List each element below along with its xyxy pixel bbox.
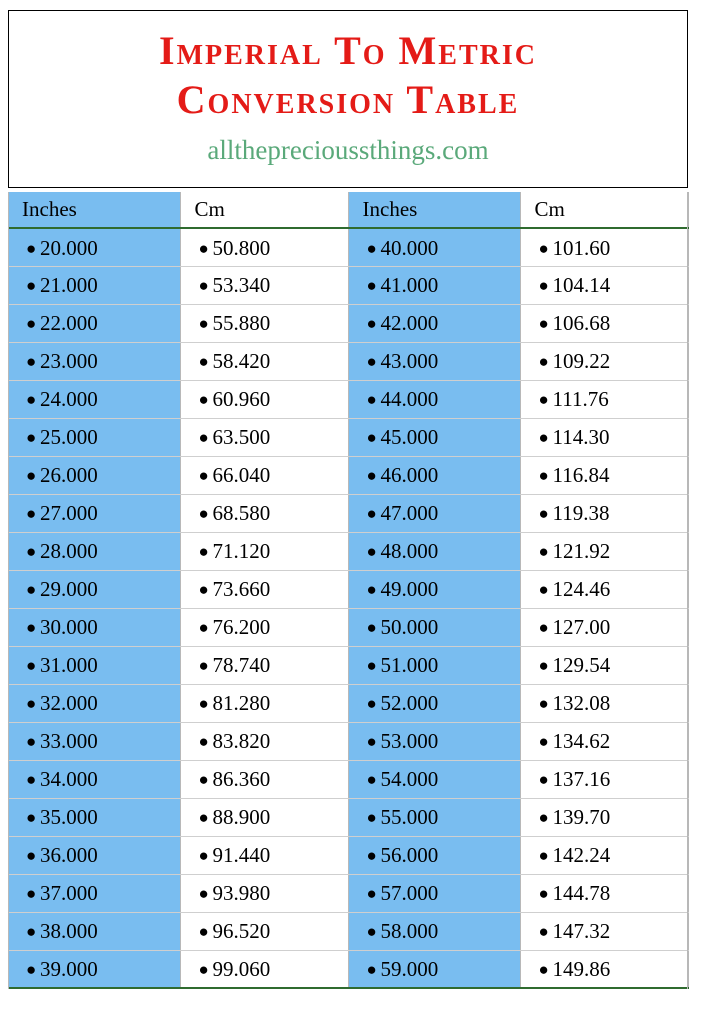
- table-row: [8, 266, 688, 304]
- cell-value: 48.000: [380, 539, 439, 564]
- table-row: [8, 912, 688, 950]
- cell-value: 106.68: [552, 311, 611, 336]
- cell-value: 57.000: [380, 881, 439, 906]
- column-header-cm-1: Cm: [180, 192, 348, 228]
- cell-value: 47.000: [380, 501, 439, 526]
- bullet-icon: ●: [26, 238, 37, 258]
- table-cell: [348, 380, 520, 418]
- table-cell: [348, 494, 520, 532]
- bullet-icon: ●: [26, 770, 37, 790]
- bullet-icon: ●: [366, 846, 377, 866]
- table-cell: [520, 760, 688, 798]
- cell-value: 41.000: [380, 273, 439, 298]
- bullet-icon: ●: [198, 732, 209, 752]
- cell-value: 21.000: [40, 273, 98, 298]
- table-header: [8, 192, 688, 228]
- bullet-icon: ●: [198, 884, 209, 904]
- cell-value: 144.78: [552, 881, 611, 906]
- table-row: [8, 304, 688, 342]
- table-cell: [520, 684, 688, 722]
- cell-value: 28.000: [40, 539, 98, 564]
- table-row: [8, 722, 688, 760]
- bullet-icon: ●: [538, 504, 549, 524]
- cell-value: 51.000: [380, 653, 439, 678]
- cell-value: 59.000: [380, 957, 439, 982]
- table-row: [8, 342, 688, 380]
- bullet-icon: ●: [366, 314, 377, 334]
- bullet-icon: ●: [198, 542, 209, 562]
- cell-value: 142.24: [552, 843, 611, 868]
- cell-value: 58.000: [380, 919, 439, 944]
- bullet-icon: ●: [26, 846, 37, 866]
- table-row: [8, 532, 688, 570]
- cell-value: 129.54: [552, 653, 611, 678]
- table-cell: [8, 266, 180, 304]
- bullet-icon: ●: [26, 390, 37, 410]
- cell-value: 132.08: [552, 691, 611, 716]
- bullet-icon: ●: [538, 732, 549, 752]
- cell-value: 81.280: [212, 691, 271, 716]
- bullet-icon: ●: [366, 466, 377, 486]
- cell-value: 134.62: [552, 729, 611, 754]
- table-cell: [520, 722, 688, 760]
- table-cell: [8, 304, 180, 342]
- cell-value: 60.960: [212, 387, 271, 412]
- conversion-table: [8, 192, 689, 989]
- bullet-icon: ●: [538, 808, 549, 828]
- bullet-icon: ●: [538, 656, 549, 676]
- bullet-icon: ●: [198, 352, 209, 372]
- cell-value: 121.92: [552, 539, 611, 564]
- table-cell: [8, 570, 180, 608]
- bullet-icon: ●: [538, 694, 549, 714]
- column-header-inches-2: Inches: [348, 192, 520, 228]
- bullet-icon: ●: [366, 276, 377, 296]
- bullet-icon: ●: [198, 504, 209, 524]
- table-cell: [520, 836, 688, 874]
- bullet-icon: ●: [26, 542, 37, 562]
- table-cell: [180, 380, 348, 418]
- table-cell: [8, 646, 180, 684]
- bullet-icon: ●: [198, 238, 209, 258]
- table-cell: [348, 912, 520, 950]
- bullet-icon: ●: [26, 504, 37, 524]
- cell-value: 54.000: [380, 767, 439, 792]
- cell-value: 119.38: [552, 501, 610, 526]
- table-cell: [520, 646, 688, 684]
- bullet-icon: ●: [538, 960, 549, 980]
- table-cell: [8, 874, 180, 912]
- cell-value: 37.000: [40, 881, 98, 906]
- table-cell: [520, 228, 688, 266]
- cell-value: 55.000: [380, 805, 439, 830]
- bullet-icon: ●: [538, 390, 549, 410]
- cell-value: 63.500: [212, 425, 271, 450]
- bullet-icon: ●: [538, 428, 549, 448]
- cell-value: 29.000: [40, 577, 98, 602]
- cell-value: 109.22: [552, 349, 611, 374]
- table-cell: [8, 608, 180, 646]
- bullet-icon: ●: [198, 580, 209, 600]
- cell-value: 73.660: [212, 577, 271, 602]
- cell-value: 38.000: [40, 919, 98, 944]
- table-row: [8, 798, 688, 836]
- bullet-icon: ●: [538, 238, 549, 258]
- table-cell: [520, 532, 688, 570]
- table-cell: [520, 608, 688, 646]
- bullet-icon: ●: [198, 618, 209, 638]
- table-cell: [180, 646, 348, 684]
- table-cell: [520, 570, 688, 608]
- table-cell: [180, 836, 348, 874]
- table-row: [8, 608, 688, 646]
- bullet-icon: ●: [366, 390, 377, 410]
- bullet-icon: ●: [538, 846, 549, 866]
- column-header-inches-1: Inches: [8, 192, 180, 228]
- cell-value: 49.000: [380, 577, 439, 602]
- bullet-icon: ●: [26, 314, 37, 334]
- cell-value: 96.520: [212, 919, 271, 944]
- table-row: [8, 494, 688, 532]
- table-cell: [8, 494, 180, 532]
- bullet-icon: ●: [26, 466, 37, 486]
- bullet-icon: ●: [198, 314, 209, 334]
- bullet-icon: ●: [366, 960, 377, 980]
- bullet-icon: ●: [366, 504, 377, 524]
- bullet-icon: ●: [538, 618, 549, 638]
- cell-value: 30.000: [40, 615, 98, 640]
- table-cell: [520, 456, 688, 494]
- cell-value: 53.000: [380, 729, 439, 754]
- cell-value: 111.76: [552, 387, 609, 412]
- cell-value: 149.86: [552, 957, 611, 982]
- bullet-icon: ●: [198, 960, 209, 980]
- cell-value: 114.30: [552, 425, 610, 450]
- cell-value: 53.340: [212, 273, 271, 298]
- table-cell: [8, 228, 180, 266]
- table-row: [8, 570, 688, 608]
- bullet-icon: ●: [198, 390, 209, 410]
- table-cell: [8, 760, 180, 798]
- table-cell: [180, 798, 348, 836]
- table-cell: [348, 684, 520, 722]
- table-cell: [180, 760, 348, 798]
- table-cell: [180, 608, 348, 646]
- table-cell: [180, 684, 348, 722]
- bullet-icon: ●: [26, 694, 37, 714]
- page-title-line-1: Imperial To Metric: [159, 28, 537, 73]
- cell-value: 50.800: [212, 235, 271, 260]
- cell-value: 31.000: [40, 653, 98, 678]
- cell-value: 127.00: [552, 615, 611, 640]
- table-cell: [348, 646, 520, 684]
- title-card: [8, 10, 688, 188]
- table-cell: [8, 342, 180, 380]
- table-cell: [348, 570, 520, 608]
- cell-value: 42.000: [380, 311, 439, 336]
- table-cell: [180, 266, 348, 304]
- table-row: [8, 646, 688, 684]
- cell-value: 26.000: [40, 463, 98, 488]
- cell-value: 35.000: [40, 805, 98, 830]
- bullet-icon: ●: [26, 428, 37, 448]
- bullet-icon: ●: [26, 580, 37, 600]
- table-cell: [8, 418, 180, 456]
- bullet-icon: ●: [198, 846, 209, 866]
- table-cell: [348, 266, 520, 304]
- bullet-icon: ●: [538, 542, 549, 562]
- table-cell: [8, 912, 180, 950]
- table-cell: [520, 304, 688, 342]
- table-cell: [8, 722, 180, 760]
- bullet-icon: ●: [26, 808, 37, 828]
- table-cell: [180, 304, 348, 342]
- bullet-icon: ●: [366, 922, 377, 942]
- cell-value: 88.900: [212, 805, 271, 830]
- cell-value: 91.440: [212, 843, 271, 868]
- bullet-icon: ●: [26, 922, 37, 942]
- table-cell: [520, 266, 688, 304]
- table-cell: [520, 494, 688, 532]
- bullet-icon: ●: [26, 276, 37, 296]
- table-cell: [180, 874, 348, 912]
- bullet-icon: ●: [538, 352, 549, 372]
- table-cell: [520, 874, 688, 912]
- cell-value: 20.000: [40, 235, 98, 260]
- table-cell: [8, 798, 180, 836]
- column-header-cm-2: Cm: [520, 192, 688, 228]
- cell-value: 43.000: [380, 349, 439, 374]
- table-cell: [8, 380, 180, 418]
- cell-value: 78.740: [212, 653, 271, 678]
- cell-value: 68.580: [212, 501, 271, 526]
- cell-value: 124.46: [552, 577, 611, 602]
- table-cell: [348, 722, 520, 760]
- table-row: [8, 228, 688, 266]
- bullet-icon: ●: [366, 808, 377, 828]
- cell-value: 71.120: [212, 539, 271, 564]
- conversion-table-container: [8, 192, 688, 989]
- cell-value: 39.000: [40, 957, 98, 982]
- bullet-icon: ●: [198, 466, 209, 486]
- cell-value: 34.000: [40, 767, 98, 792]
- bullet-icon: ●: [26, 656, 37, 676]
- bullet-icon: ●: [198, 428, 209, 448]
- bullet-icon: ●: [198, 656, 209, 676]
- table-cell: [520, 912, 688, 950]
- table-cell: [180, 456, 348, 494]
- cell-value: 46.000: [380, 463, 439, 488]
- bullet-icon: ●: [26, 884, 37, 904]
- cell-value: 22.000: [40, 311, 98, 336]
- table-cell: [8, 456, 180, 494]
- cell-value: 66.040: [212, 463, 271, 488]
- cell-value: 104.14: [552, 273, 611, 298]
- bullet-icon: ●: [198, 808, 209, 828]
- table-cell: [520, 380, 688, 418]
- cell-value: 76.200: [212, 615, 271, 640]
- bullet-icon: ●: [198, 922, 209, 942]
- table-cell: [180, 912, 348, 950]
- bullet-icon: ●: [26, 732, 37, 752]
- bullet-icon: ●: [366, 884, 377, 904]
- bullet-icon: ●: [538, 884, 549, 904]
- bullet-icon: ●: [366, 694, 377, 714]
- cell-value: 23.000: [40, 349, 98, 374]
- table-cell: [348, 532, 520, 570]
- table-cell: [180, 228, 348, 266]
- table-cell: [180, 342, 348, 380]
- table-row: [8, 456, 688, 494]
- table-cell: [180, 722, 348, 760]
- cell-value: 137.16: [552, 767, 611, 792]
- table-cell: [520, 798, 688, 836]
- bullet-icon: ●: [366, 238, 377, 258]
- table-cell: [520, 950, 688, 988]
- bullet-icon: ●: [366, 732, 377, 752]
- cell-value: 58.420: [212, 349, 271, 374]
- cell-value: 24.000: [40, 387, 98, 412]
- cell-value: 25.000: [40, 425, 98, 450]
- table-header-row: [8, 192, 688, 228]
- bullet-icon: ●: [366, 770, 377, 790]
- bullet-icon: ●: [538, 466, 549, 486]
- cell-value: 116.84: [552, 463, 610, 488]
- cell-value: 93.980: [212, 881, 271, 906]
- bullet-icon: ●: [26, 352, 37, 372]
- table-cell: [348, 608, 520, 646]
- table-row: [8, 836, 688, 874]
- cell-value: 139.70: [552, 805, 611, 830]
- table-cell: [348, 874, 520, 912]
- bullet-icon: ●: [366, 542, 377, 562]
- table-cell: [348, 342, 520, 380]
- page-title-line-2: Conversion Table: [176, 76, 520, 122]
- cell-value: 45.000: [380, 425, 439, 450]
- bullet-icon: ●: [538, 770, 549, 790]
- cell-value: 44.000: [380, 387, 439, 412]
- cell-value: 86.360: [212, 767, 271, 792]
- table-cell: [348, 456, 520, 494]
- table-cell: [180, 950, 348, 988]
- table-row: [8, 380, 688, 418]
- bullet-icon: ●: [366, 352, 377, 372]
- table-row: [8, 760, 688, 798]
- table-cell: [180, 532, 348, 570]
- bullet-icon: ●: [198, 770, 209, 790]
- cell-value: 99.060: [212, 957, 271, 982]
- bullet-icon: ●: [366, 656, 377, 676]
- cell-value: 36.000: [40, 843, 98, 868]
- cell-value: 32.000: [40, 691, 98, 716]
- watermark-text: alltheprecioussthings.com: [207, 134, 489, 165]
- table-row: [8, 684, 688, 722]
- table-cell: [348, 304, 520, 342]
- table-cell: [348, 950, 520, 988]
- table-cell: [348, 760, 520, 798]
- bullet-icon: ●: [198, 276, 209, 296]
- table-cell: [348, 228, 520, 266]
- table-body: [8, 228, 688, 988]
- bullet-icon: ●: [26, 618, 37, 638]
- table-cell: [180, 418, 348, 456]
- table-cell: [180, 494, 348, 532]
- cell-value: 147.32: [552, 919, 611, 944]
- bullet-icon: ●: [538, 922, 549, 942]
- table-cell: [8, 532, 180, 570]
- cell-value: 52.000: [380, 691, 439, 716]
- bullet-icon: ●: [366, 618, 377, 638]
- table-cell: [8, 950, 180, 988]
- table-cell: [520, 342, 688, 380]
- table-row: [8, 874, 688, 912]
- table-row: [8, 950, 688, 988]
- table-cell: [348, 798, 520, 836]
- table-cell: [8, 684, 180, 722]
- bullet-icon: ●: [26, 960, 37, 980]
- bullet-icon: ●: [366, 580, 377, 600]
- table-cell: [348, 418, 520, 456]
- cell-value: 55.880: [212, 311, 271, 336]
- bullet-icon: ●: [538, 314, 549, 334]
- table-cell: [348, 836, 520, 874]
- table-cell: [520, 418, 688, 456]
- cell-value: 50.000: [380, 615, 439, 640]
- cell-value: 27.000: [40, 501, 98, 526]
- cell-value: 56.000: [380, 843, 439, 868]
- table-row: [8, 418, 688, 456]
- bullet-icon: ●: [538, 276, 549, 296]
- cell-value: 40.000: [380, 235, 439, 260]
- bullet-icon: ●: [198, 694, 209, 714]
- cell-value: 83.820: [212, 729, 271, 754]
- cell-value: 101.60: [552, 235, 611, 260]
- table-cell: [8, 836, 180, 874]
- table-cell: [180, 570, 348, 608]
- cell-value: 33.000: [40, 729, 98, 754]
- bullet-icon: ●: [366, 428, 377, 448]
- bullet-icon: ●: [538, 580, 549, 600]
